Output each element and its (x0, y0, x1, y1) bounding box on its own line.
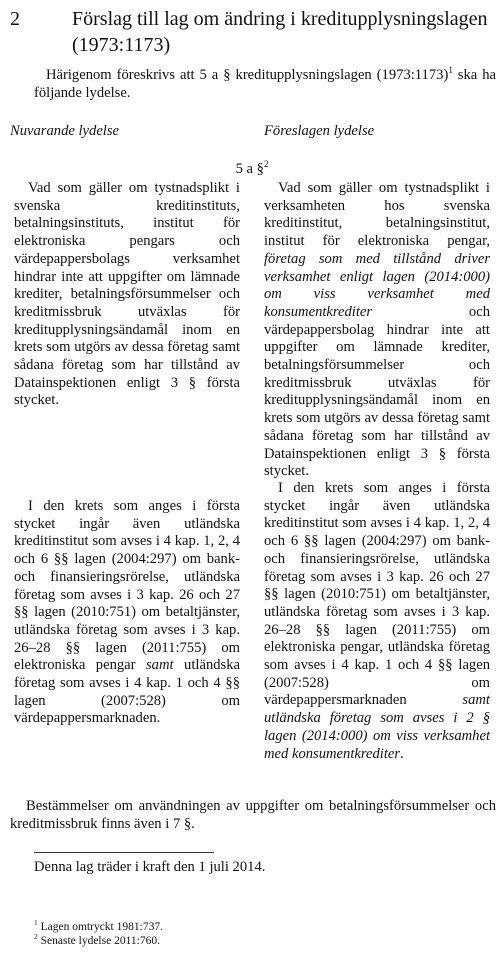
current-wording-label: Nuvarande lydelse (10, 123, 120, 139)
footnote-ref-2[interactable]: 2 (263, 159, 269, 170)
section-mark (0, 160, 504, 178)
proposed-p2-text-a: I den krets som anges i första stycket ingår även utländska kreditinstitut som avses i 4 kap. 1, 2, 4 och 6 §§ lagen (2004:297) om bank- och finansieringsrörelse, utländska företag som avses i 3 kap. 26 och 27 §§ lagen (2010:751) om betaltjänster, utländska företag som avses i 3 kap. 26–28 §§ lagen (2011:755) om elektroniska pengar, utländska företag som avses i 4 kap. 1 och 4 §§ lagen (2007:528) om värdepappersmarknaden (264, 480, 490, 709)
footnote-1-text: Lagen omtryckt 1981:737. (37, 921, 163, 933)
proposed-p1-text-b: och värdepappersbolag hindrar inte att uppgifter om lämnade krediter, betalningsförsummelser och kreditmissbruk utväxlas för kreditupplysningsändamål inom en krets som utgörs av dessa företag samt sådana företag som har tillstånd av Datainspektionen enligt 3 § första stycket. (264, 303, 490, 480)
footnote-2 (34, 934, 163, 948)
effective-date-text: Denna lag träder i kraft den 1 juli 2014. (34, 859, 266, 875)
current-p1-text: Vad som gäller om tystnadsplikt i svenska kreditinstituts, betalningsinstituts, institut för elektroniska pengars och värdepappersbolags verksamhet hindrar inte att uppgifter om lämnade krediter, betalningsförsummelser och kreditmissbruk utväxlas för kreditupplysningsändamål inom en krets som utgörs av dessa företag samt sådana företag som har tillstånd av Datainspektionen enligt 3 § första stycket. (14, 180, 240, 409)
footnote-1 (34, 920, 163, 934)
proposed-p2-text-b: . (400, 745, 404, 762)
intro-text: Härigenom föreskrivs att 5 a § kreditupplysningslagen (1973:1173) (46, 67, 449, 83)
intro-text-end: ska ha följande lydelse. (34, 67, 496, 102)
proposed-p1-text-a: Vad som gäller om tystnadsplikt i verksamheten hos svenska kreditinstitut, betalningsinstitut, institut för elektroniska pengar, (264, 180, 490, 250)
footnotes (34, 920, 163, 948)
current-paragraph-1 (14, 180, 240, 410)
current-p2-italic: samt (146, 657, 174, 674)
footnote-1-number: 1 (34, 918, 38, 928)
proposed-wording-label: Föreslagen lydelse (264, 123, 375, 139)
proposed-paragraph-2 (264, 480, 490, 763)
closing-paragraph: Bestämmelser om användningen av uppgifter om betalningsförsummelser och kreditmissbruk finns även i 7 §. (10, 798, 496, 833)
proposed-p1-italic: företag som med tillstånd driver verksamhet enligt lagen (2014:000) om viss verksamhet med konsumentkrediter (264, 250, 490, 320)
section-label: 5 a § (235, 161, 264, 177)
proposed-p2-italic: samt utländska företag som avses i 2 § lagen (2014:000) om viss verksamhet med konsumentkrediter (264, 692, 490, 762)
current-p2-text-b: utländska företag som avses i 4 kap. 1 och 4 §§ lagen (2007:528) om värdepappersmarknaden. (14, 657, 240, 727)
current-p2-text-a: I den krets som anges i första stycket ingår även utländska kreditinstitut som avses i 4 kap. 1, 2, 4 och 6 §§ lagen (2004:297) om bank- och finansieringsrörelse, utländska företag som avses i 3 kap. 26 och 27 §§ lagen (2010:751) om betaltjänster, utländska företag som avses i 3 kap. 26–28 §§ lagen (2011:755) om elektroniska pengar (14, 498, 240, 674)
current-paragraph-2 (14, 498, 240, 728)
heading-title: Förslag till lag om ändring i kreditupplysningslagen (1973:1173) (72, 8, 488, 56)
footnote-2-number: 2 (34, 932, 38, 942)
footnote-2-text: Senaste lydelse 2011:760. (37, 935, 160, 947)
footnote-ref-1[interactable]: 1 (448, 65, 453, 76)
heading-number: 2 (10, 8, 20, 30)
intro-paragraph (34, 66, 496, 103)
separator-rule (34, 852, 214, 853)
proposed-paragraph-1 (264, 180, 490, 481)
